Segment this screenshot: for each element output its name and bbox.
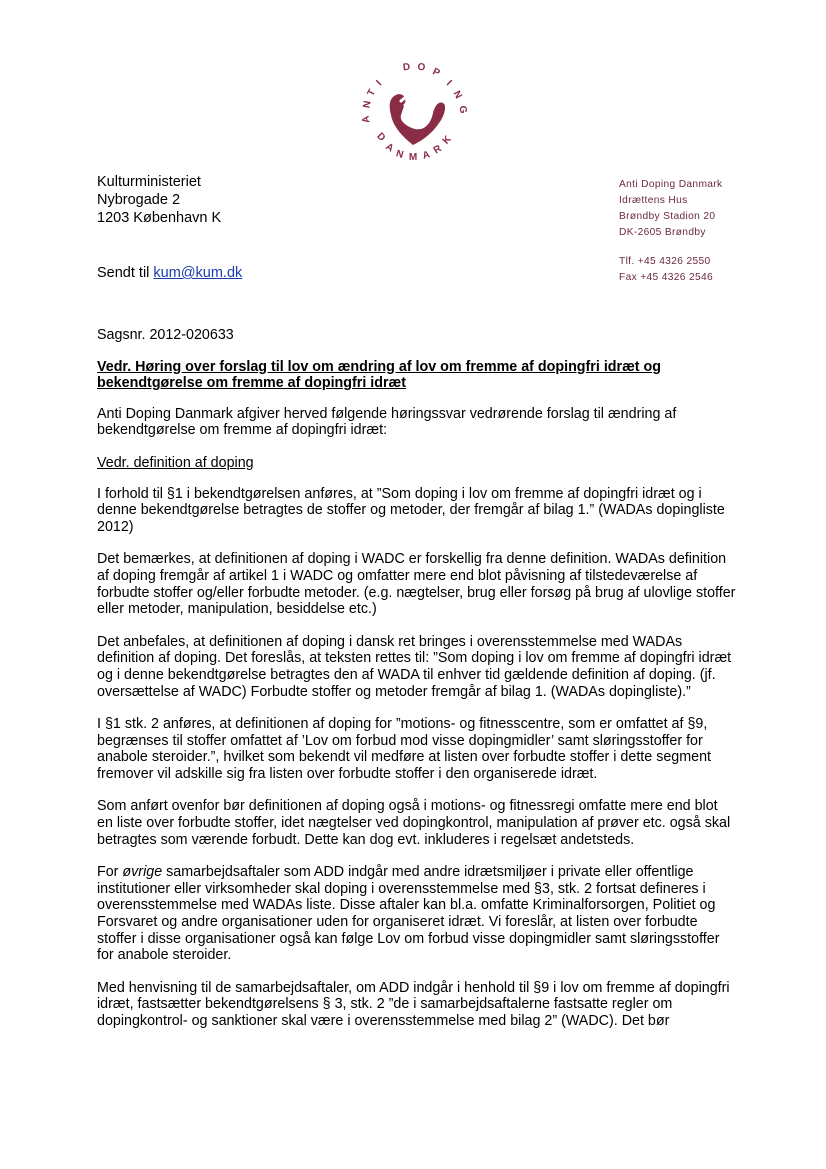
emphasis-text: øvrige bbox=[122, 864, 163, 881]
body-paragraph: Det anbefales, at definitionen af doping i dansk ret bringes i overensstemmelse med WADAs definition af doping. Det foreslås, at teksten rettes til: ”Som doping i lov om fremme af dopingfri idræt og i denne bekendtgørelse betragtes den af WADA til enhver tid gældende definition af doping. (jf. oversættelse af WADC) Forbudte stoffer og metoder fremgår af bilag 1. (WADAs dopingliste).” bbox=[97, 633, 732, 700]
sender-line: DK-2605 Brøndby bbox=[619, 227, 706, 238]
sent-to-label: Sendt til bbox=[97, 265, 154, 281]
intro-paragraph: Anti Doping Danmark afgiver herved følgende høringssvar vedrørende forslag til ændring af bekendtgørelse om fremme af dopingfri idræt: bbox=[97, 405, 677, 439]
section-heading: Vedr. definition af doping bbox=[97, 454, 254, 471]
svg-text:A: A bbox=[421, 149, 432, 162]
svg-text:A: A bbox=[360, 114, 373, 124]
svg-text:A: A bbox=[383, 141, 396, 155]
recipient-line: Kulturministeriet bbox=[97, 174, 201, 190]
subject-heading: Vedr. Høring over forslag til lov om ændring af lov om fremme af dopingfri idræt og bekendtgørelse om fremme af dopingfri idræt bbox=[97, 358, 661, 392]
recipient-line: 1203 København K bbox=[97, 210, 222, 226]
body-paragraph: I §1 stk. 2 anføres, at definitionen af doping for ”motions- og fitnesscentre, som er omfattet af §9, begrænses til stoffer omfattet af ’Lov om forbud mod visse dopingmidler’ samt sløringsstoffer for anabole steroider.”, hvilket som bekendt vil medføre at listen over forbudte stoffer i dette segment fremover vil adskille sig fra listen over forbudte stoffer i den organiserede idræt. bbox=[97, 716, 712, 782]
body-paragraph: Som anført ovenfor bør definitionen af doping også i motions- og fitnessregi omfatte mere end blot en liste over forbudte stoffer, idet nægtelser ved dopingkontrol, manipulation af prøver etc. også skal betragtes som værende forbudt. Dette kan dog evt. inkluderes i regelsæt andetsteds. bbox=[97, 798, 731, 848]
sent-to-line bbox=[97, 265, 242, 281]
anti-doping-danmark-logo bbox=[355, 57, 473, 175]
email-link[interactable]: kum@kum.dk bbox=[153, 265, 243, 281]
svg-text:G: G bbox=[456, 105, 469, 115]
svg-text:D: D bbox=[402, 61, 411, 74]
case-number: Sagsnr. 2012-020633 bbox=[97, 327, 234, 343]
svg-text:N: N bbox=[450, 89, 464, 101]
svg-text:R: R bbox=[431, 143, 444, 157]
recipient-line: Nybrogade 2 bbox=[97, 192, 181, 208]
sender-line: Brøndby Stadion 20 bbox=[619, 211, 716, 222]
sender-line: Idrættens Hus bbox=[619, 195, 688, 206]
svg-text:N: N bbox=[361, 100, 374, 110]
svg-text:I: I bbox=[443, 78, 454, 89]
svg-text:O: O bbox=[416, 61, 426, 74]
recipient-address bbox=[97, 173, 221, 227]
paragraph-prefix: For bbox=[97, 864, 123, 881]
logo-emblem-icon bbox=[355, 57, 473, 175]
sender-phone: Tlf. +45 4326 2550 bbox=[619, 256, 711, 267]
body-paragraph: Det bemærkes, at definitionen af doping i WADC er forskellig fra denne definition. WADAs definition af doping fremgår af artikel 1 i WADC og omfatter mere end blot påvisning af tilstedeværelse af forbudte stoffer og/eller forbudte metoder. (e.g. nægtelser, brug eller forsøg på brug af ulovlige stoffer eller metoder, manipulation, besiddelse etc.) bbox=[97, 551, 736, 618]
body-paragraph-other-agreements bbox=[97, 864, 737, 964]
svg-text:I: I bbox=[374, 78, 385, 89]
letter-body bbox=[97, 327, 737, 1046]
svg-text:K: K bbox=[440, 133, 454, 147]
svg-text:D: D bbox=[374, 130, 388, 144]
body-paragraph-last: Med henvisning til de samarbejdsaftaler, om ADD indgår i henhold til §9 i lov om fremme af dopingfri idræt, fastsætter bekendtgørelsens § 3, stk. 2 ”de i samarbejdsaftalerne fastsatte regler om dopingkontrol- og sanktioner skal være i overensstemmelse med bilag 2” (WADC). Det bør bbox=[97, 979, 730, 1029]
paragraph-rest: samarbejdsaftaler som ADD indgår med andre idrætsmiljøer i private eller offentlige institutioner eller virksomheder skal doping i overensstemmelse med §3, stk. 2 fortsat defineres i overensstemmelse med WADAs liste. Disse aftaler kan bl.a. omfatte Kriminalforsorgen, Politiet og Forsvaret og andre organisationer uden for organiseret idræt. Vi foreslår, at listen over forbudte stoffer i disse organisationer også kan følge Lov om forbud visse dopingmidler samt sløringsstoffer for anabole steroider. bbox=[97, 864, 720, 964]
svg-text:P: P bbox=[430, 66, 442, 80]
svg-text:N: N bbox=[394, 148, 405, 161]
sender-address bbox=[619, 177, 722, 286]
svg-text:T: T bbox=[365, 87, 379, 99]
sender-line: Anti Doping Danmark bbox=[619, 179, 723, 190]
sender-fax: Fax +45 4326 2546 bbox=[619, 272, 714, 283]
svg-text:M: M bbox=[408, 152, 418, 163]
body-paragraph: I forhold til §1 i bekendtgørelsen anføres, at ”Som doping i lov om fremme af dopingfri idræt og i denne bekendtgørelse betragtes de stoffer og metoder, der fremgår af bilag 1.” (WADAs dopingliste 2012) bbox=[97, 485, 725, 535]
